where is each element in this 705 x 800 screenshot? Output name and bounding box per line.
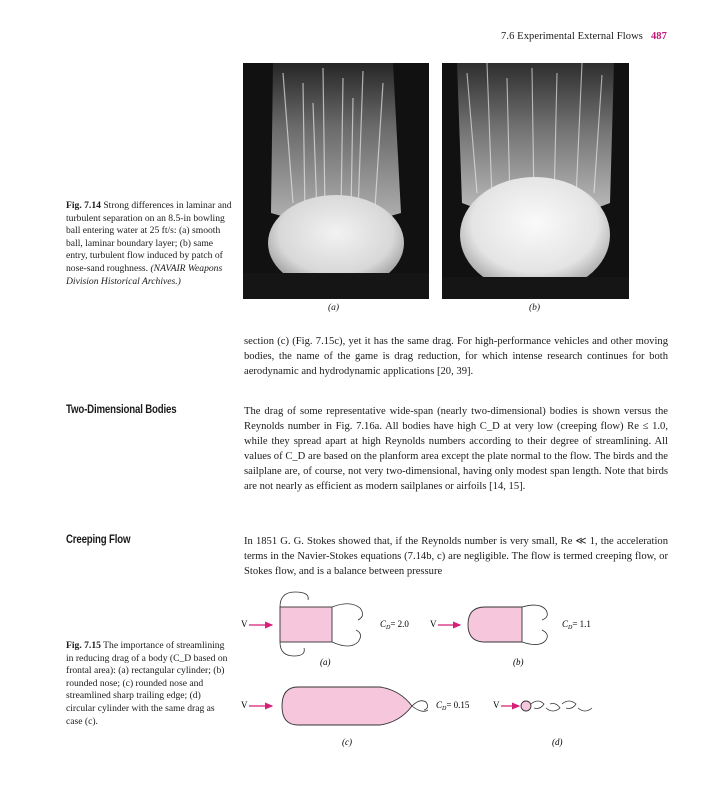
- heading-two-dimensional-bodies: Two-Dimensional Bodies: [66, 404, 177, 416]
- fig-7-14-sublabel-a: (a): [328, 303, 340, 313]
- wake-b: [522, 605, 547, 644]
- photo-roughened-ball: [442, 63, 629, 299]
- fig-7-14-text: Strong differences in laminar and turbulent separation on an 8.5-in bowling ball entering water at 25 ft/s: (a) smooth ball, laminar boundary layer; (b) same entry, turbulent flow induced by patch of nose-sand roughness.: [66, 200, 232, 274]
- bowling-ball-laminar-image: [243, 63, 429, 299]
- fig-7-15-text: The importance of streamlining in reducing drag of a body (C_D based on frontal area): (a) rectangular cylinder; (b) rounded nose; (c) rounded nose and streamlined sharp trailing edge; (d) circular cylinder with the same drag as case (c).: [66, 640, 228, 727]
- photo-smooth-ball: [243, 63, 429, 299]
- velocity-label-c: V: [241, 700, 248, 710]
- fig-7-14-credit: (NAVAIR Weapons Division Historical Archives.): [66, 262, 223, 287]
- fig-7-15-caption: [66, 640, 232, 728]
- velocity-label-d: V: [493, 700, 500, 710]
- panel-c-streamlined: [241, 687, 470, 747]
- panel-b-sublabel: (b): [513, 657, 524, 667]
- cd-label-b: $C_D= 1.1$: [562, 619, 591, 631]
- panel-a-rectangular-cylinder: [241, 592, 409, 667]
- wake-a: [332, 604, 363, 646]
- section-title: 7.6 Experimental External Flows: [501, 31, 643, 42]
- panel-a-sublabel: (a): [320, 657, 331, 667]
- streamlined-body: [282, 687, 412, 725]
- panel-c-sublabel: (c): [342, 737, 352, 747]
- rounded-nose-body: [468, 607, 522, 642]
- continuation-paragraph: section (c) (Fig. 7.15c), yet it has the same drag. For high-performance vehicles and other moving bodies, the name of the game is drag reduction, for which intense research continues for both aerodynamic and hydrodynamic applications [20, 39].: [244, 336, 668, 377]
- bowling-ball-turbulent-image: [442, 63, 629, 299]
- fig-7-14-label: Fig. 7.14: [66, 200, 101, 211]
- running-header: [501, 31, 667, 42]
- rectangular-body: [280, 607, 332, 642]
- fig-7-14-sublabel-b: (b): [529, 303, 541, 313]
- fig-7-14-caption: [66, 200, 232, 288]
- creeping-flow-paragraph: In 1851 G. G. Stokes showed that, if the Reynolds number is very small, Re ≪ 1, the acceleration terms in the Navier-Stokes equations (7.14b, c) are negligible. The flow is termed creeping flow, or Stokes flow, and is a balance between pressure: [244, 536, 668, 577]
- fig-7-15-label: Fig. 7.15: [66, 640, 101, 651]
- vortex-street-d: [531, 701, 592, 711]
- velocity-label-a: V: [241, 619, 248, 629]
- panel-b-rounded-nose: [430, 605, 591, 667]
- two-dimensional-paragraph: The drag of some representative wide-span (nearly two-dimensional) bodies is shown versus the Reynolds number in Fig. 7.16a. All bodies have high C_D at very low (creeping flow) Re ≤ 1.0, while they spread apart at high Reynolds numbers according to their degree of streamlining. All values of C_D are based on the planform area except the plate normal to the flow. The birds and the sailplane are, of course, not very two-dimensional, having only modest span length. Note that birds are not nearly as efficient as modern sailplanes or airfoils [14, 15].: [244, 406, 668, 492]
- heading-creeping-flow: Creeping Flow: [66, 534, 131, 546]
- panel-d-sublabel: (d): [552, 737, 563, 747]
- panel-d-circular-cylinder: [493, 700, 592, 747]
- wake-c: [412, 701, 428, 712]
- page-number: 487: [650, 31, 667, 42]
- small-cylinder: [521, 701, 531, 711]
- cd-label-a: $C_D= 2.0$: [380, 619, 409, 631]
- cd-label-c: $C_D= 0.15$: [436, 700, 470, 712]
- fig-7-15-diagram: [240, 580, 680, 750]
- velocity-label-b: V: [430, 619, 437, 629]
